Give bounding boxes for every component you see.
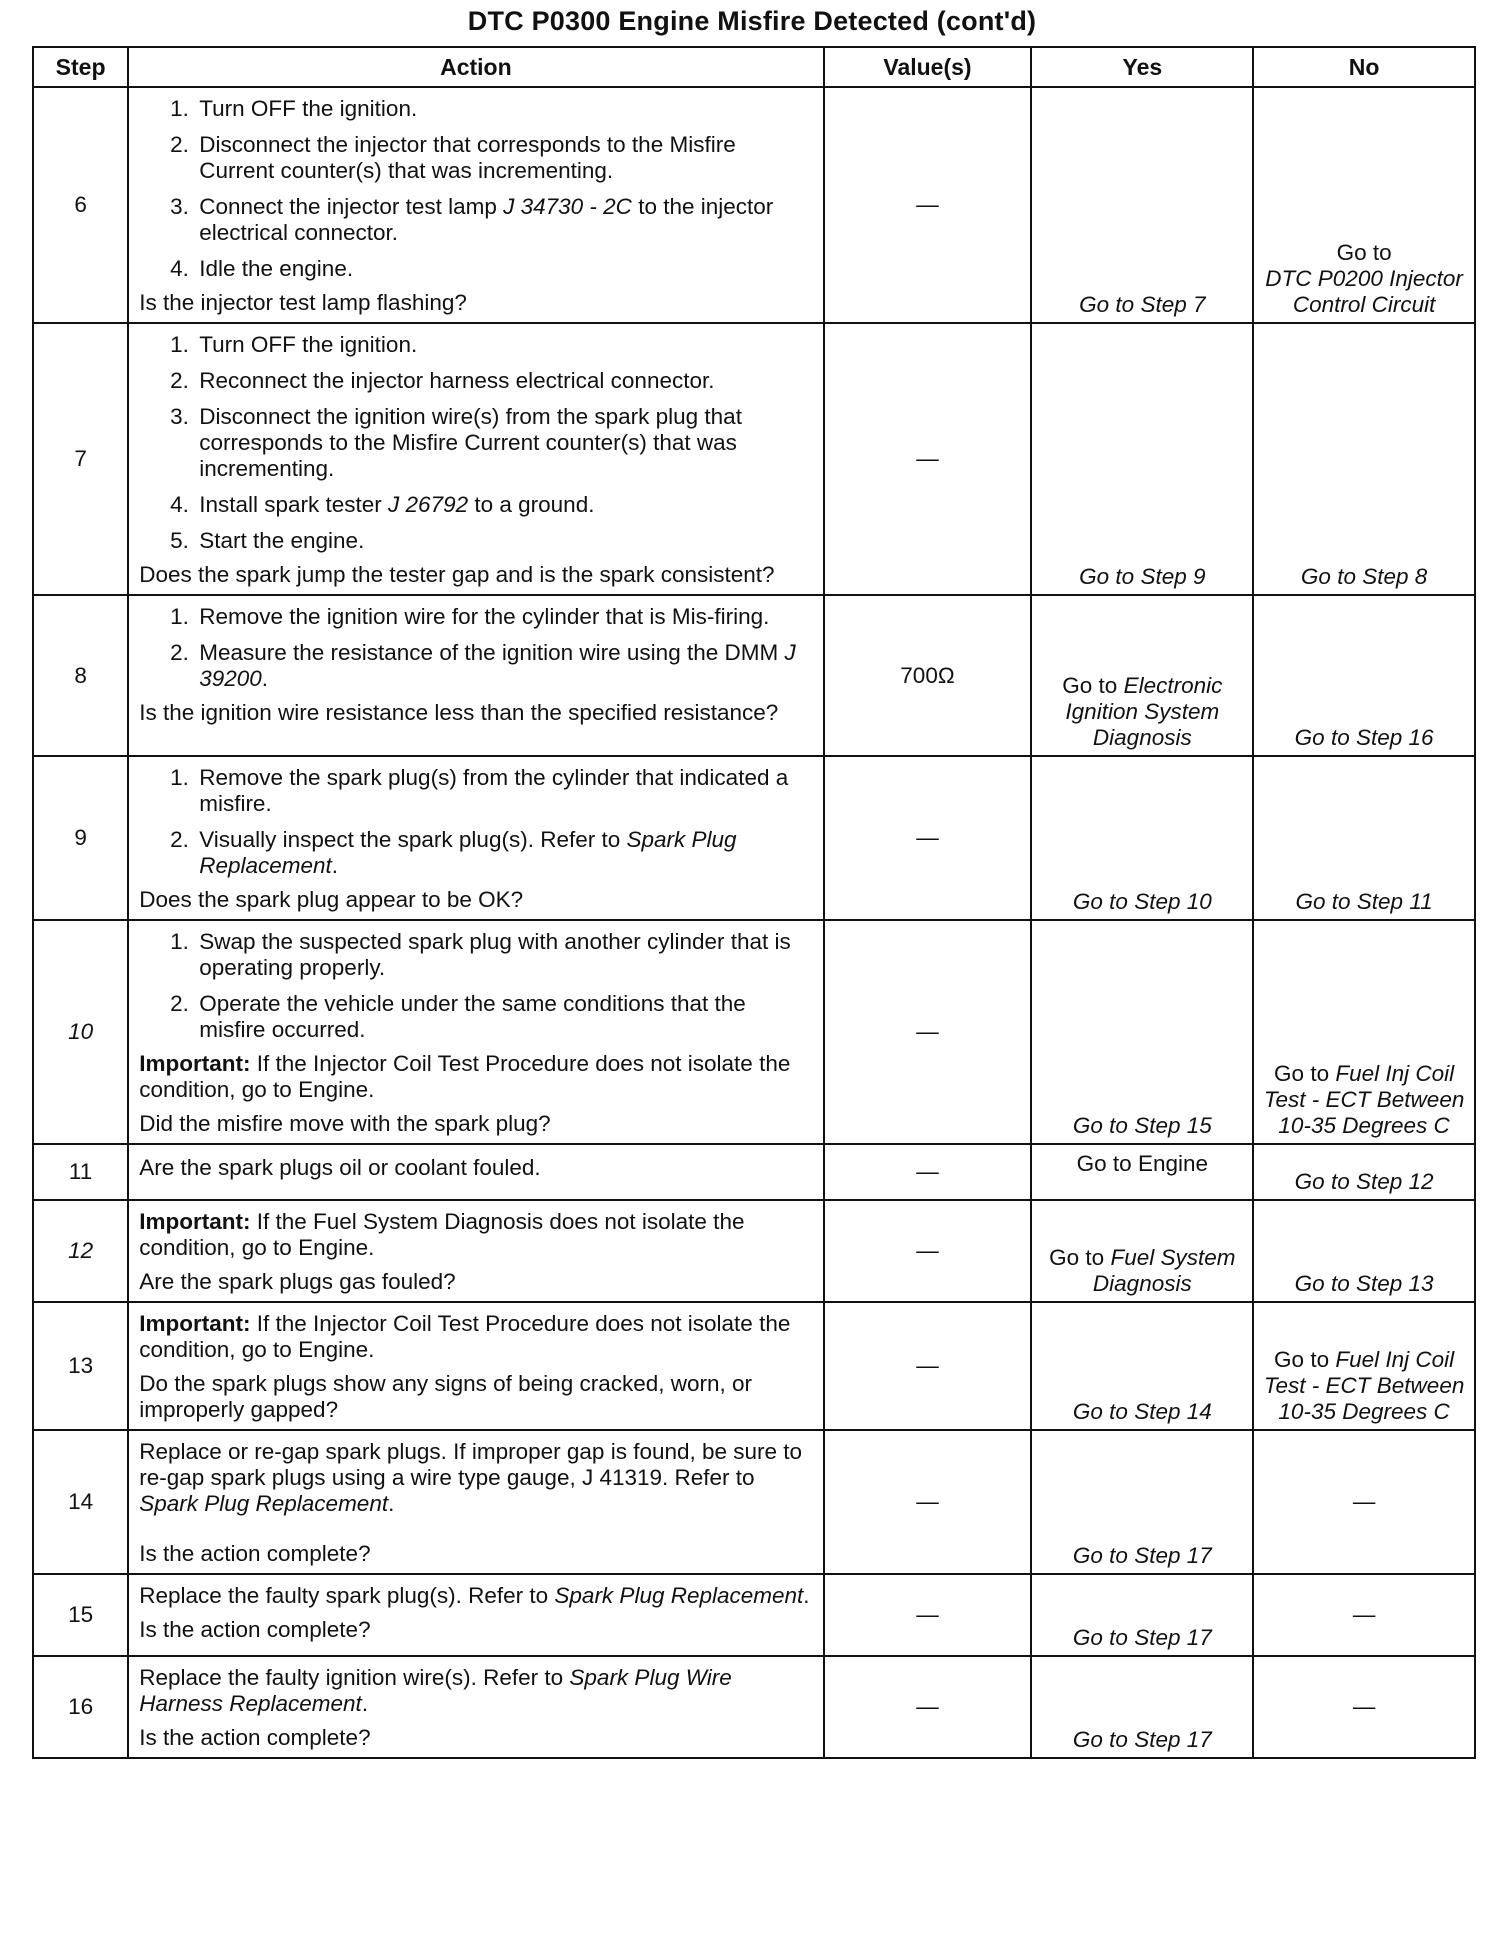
no-cell: — — [1253, 1656, 1475, 1758]
action-step: 2. Visually inspect the spark plug(s). Refer to Spark Plug Replacement. — [195, 827, 814, 879]
action-question: Do the spark plugs show any signs of being cracked, worn, or improperly gapped? — [139, 1371, 753, 1422]
action-step: 1. Remove the spark plug(s) from the cylinder that indicated a misfire. — [195, 765, 814, 817]
action-text: Replace the faulty ignition wire(s). Refer to Spark Plug Wire Harness Replacement. — [139, 1665, 732, 1716]
header-action: Action — [128, 47, 823, 87]
tool-ref: J 34730 - 2C — [503, 194, 632, 219]
action-question: Are the spark plugs oil or coolant fouled. — [139, 1155, 541, 1180]
tool-ref: J 39200 — [199, 640, 796, 691]
no-cell: Go to Step 12 — [1253, 1144, 1475, 1200]
table-row — [33, 920, 1475, 1144]
action-cell — [128, 1302, 823, 1430]
action-question: Does the spark plug appear to be OK? — [139, 887, 524, 912]
header-yes: Yes — [1031, 47, 1253, 87]
action-cell — [128, 756, 823, 920]
action-step: 2. Reconnect the injector harness electrical connector. — [195, 368, 814, 394]
tool-ref: J 26792 — [388, 492, 469, 517]
no-cell: Go to DTC P0200 Injector Control Circuit — [1253, 87, 1475, 323]
step-number: 9 — [33, 756, 128, 920]
value-cell: — — [824, 1144, 1032, 1200]
action-question: Did the misfire move with the spark plug? — [139, 1111, 551, 1136]
action-cell — [128, 87, 823, 323]
table-row — [33, 1656, 1475, 1758]
no-cell: Go to Step 11 — [1253, 756, 1475, 920]
action-question: Does the spark jump the tester gap and is the spark consistent? — [139, 562, 775, 587]
step-number: 8 — [33, 595, 128, 756]
action-question: Is the action complete? — [139, 1541, 371, 1566]
value-cell: — — [824, 323, 1032, 595]
no-cell: — — [1253, 1574, 1475, 1656]
step-number: 14 — [33, 1430, 128, 1574]
value-cell: — — [824, 87, 1032, 323]
action-cell — [128, 1656, 823, 1758]
yes-cell: Go to Step 15 — [1031, 920, 1253, 1144]
no-cell: Go to Step 16 — [1253, 595, 1475, 756]
action-question: Is the ignition wire resistance less than the specified resistance? — [139, 700, 779, 725]
value-cell: — — [824, 756, 1032, 920]
yes-cell: Go to Step 17 — [1031, 1656, 1253, 1758]
action-question: Are the spark plugs gas fouled? — [139, 1269, 456, 1294]
step-number: 15 — [33, 1574, 128, 1656]
step-number: 13 — [33, 1302, 128, 1430]
yes-cell: Go to Step 7 — [1031, 87, 1253, 323]
procedure-ref: Spark Plug Wire Harness Replacement — [139, 1665, 732, 1716]
yes-cell: Go to Step 17 — [1031, 1574, 1253, 1656]
action-step: 2. Disconnect the injector that corresponds to the Misfire Current counter(s) that was incrementing. — [195, 132, 814, 184]
diagnostic-table — [32, 46, 1476, 1759]
table-row — [33, 1574, 1475, 1656]
value-cell: — — [824, 1302, 1032, 1430]
yes-cell: Go to Electronic Ignition System Diagnosis — [1031, 595, 1253, 756]
yes-cell: Go to Fuel System Diagnosis — [1031, 1200, 1253, 1302]
no-cell: Go to Step 13 — [1253, 1200, 1475, 1302]
action-step: 3. Connect the injector test lamp J 34730 - 2C to the injector electrical connector. — [195, 194, 814, 246]
action-cell — [128, 595, 823, 756]
important-note: Important: If the Injector Coil Test Procedure does not isolate the condition, go to Engine. — [139, 1311, 791, 1362]
step-number: 12 — [33, 1200, 128, 1302]
action-text: Replace or re-gap spark plugs. If improper gap is found, be sure to re-gap spark plugs using a wire type gauge, J 41319. Refer to Spark Plug Replacement. — [139, 1439, 803, 1516]
action-cell — [128, 1200, 823, 1302]
value-cell: — — [824, 1574, 1032, 1656]
table-row — [33, 1430, 1475, 1574]
action-question: Is the action complete? — [139, 1617, 371, 1642]
action-step: 1. Turn OFF the ignition. — [195, 332, 814, 358]
table-row — [33, 87, 1475, 323]
header-no: No — [1253, 47, 1475, 87]
action-step: 1. Swap the suspected spark plug with another cylinder that is operating properly. — [195, 929, 814, 981]
table-row — [33, 323, 1475, 595]
step-number: 11 — [33, 1144, 128, 1200]
value-cell: — — [824, 920, 1032, 1144]
action-cell — [128, 323, 823, 595]
no-cell: Go to Fuel Inj Coil Test - ECT Between 10-35 Degrees C — [1253, 1302, 1475, 1430]
action-question: Is the injector test lamp flashing? — [139, 290, 467, 315]
procedure-ref: Spark Plug Replacement — [139, 1491, 389, 1516]
step-number: 10 — [33, 920, 128, 1144]
value-cell: — — [824, 1656, 1032, 1758]
header-values: Value(s) — [824, 47, 1032, 87]
action-cell — [128, 1430, 823, 1574]
action-cell — [128, 1574, 823, 1656]
action-text: Replace the faulty spark plug(s). Refer to Spark Plug Replacement. — [139, 1583, 810, 1608]
procedure-ref: Spark Plug Replacement — [554, 1583, 804, 1608]
important-note: Important: If the Fuel System Diagnosis does not isolate the condition, go to Engine. — [139, 1209, 745, 1260]
action-step: 5. Start the engine. — [195, 528, 814, 554]
important-note: Important: If the Injector Coil Test Procedure does not isolate the condition, go to Engine. — [139, 1051, 791, 1102]
action-step: 2. Measure the resistance of the ignition wire using the DMM J 39200. — [195, 640, 814, 692]
step-number: 6 — [33, 87, 128, 323]
action-cell — [128, 1144, 823, 1200]
table-row — [33, 1200, 1475, 1302]
value-cell: — — [824, 1200, 1032, 1302]
yes-cell: Go to Engine — [1031, 1144, 1253, 1200]
action-question: Is the action complete? — [139, 1725, 371, 1750]
page-title: DTC P0300 Engine Misfire Detected (cont'd) — [467, 6, 1037, 36]
table-row — [33, 1302, 1475, 1430]
no-cell: Go to Step 8 — [1253, 323, 1475, 595]
action-step: 1. Remove the ignition wire for the cylinder that is Mis-firing. — [195, 604, 814, 630]
step-number: 16 — [33, 1656, 128, 1758]
procedure-ref: Spark Plug Replacement — [199, 827, 737, 878]
no-cell: Go to Fuel Inj Coil Test - ECT Between 10-35 Degrees C — [1253, 920, 1475, 1144]
action-step: 4. Idle the engine. — [195, 256, 814, 282]
table-row — [33, 1144, 1475, 1200]
value-cell: — — [824, 1430, 1032, 1574]
yes-cell: Go to Step 9 — [1031, 323, 1253, 595]
action-step: 3. Disconnect the ignition wire(s) from the spark plug that corresponds to the Misfire Current counter(s) that was incrementing. — [195, 404, 814, 482]
action-step: 4. Install spark tester J 26792 to a ground. — [195, 492, 814, 518]
header-step: Step — [33, 47, 128, 87]
table-header-row — [33, 47, 1475, 87]
step-number: 7 — [33, 323, 128, 595]
action-step: 1. Turn OFF the ignition. — [195, 96, 814, 122]
action-cell — [128, 920, 823, 1144]
value-cell: 700Ω — [824, 595, 1032, 756]
yes-cell: Go to Step 10 — [1031, 756, 1253, 920]
action-step: 2. Operate the vehicle under the same conditions that the misfire occurred. — [195, 991, 814, 1043]
table-row — [33, 595, 1475, 756]
yes-cell: Go to Step 14 — [1031, 1302, 1253, 1430]
table-row — [33, 756, 1475, 920]
no-cell: — — [1253, 1430, 1475, 1574]
yes-cell: Go to Step 17 — [1031, 1430, 1253, 1574]
